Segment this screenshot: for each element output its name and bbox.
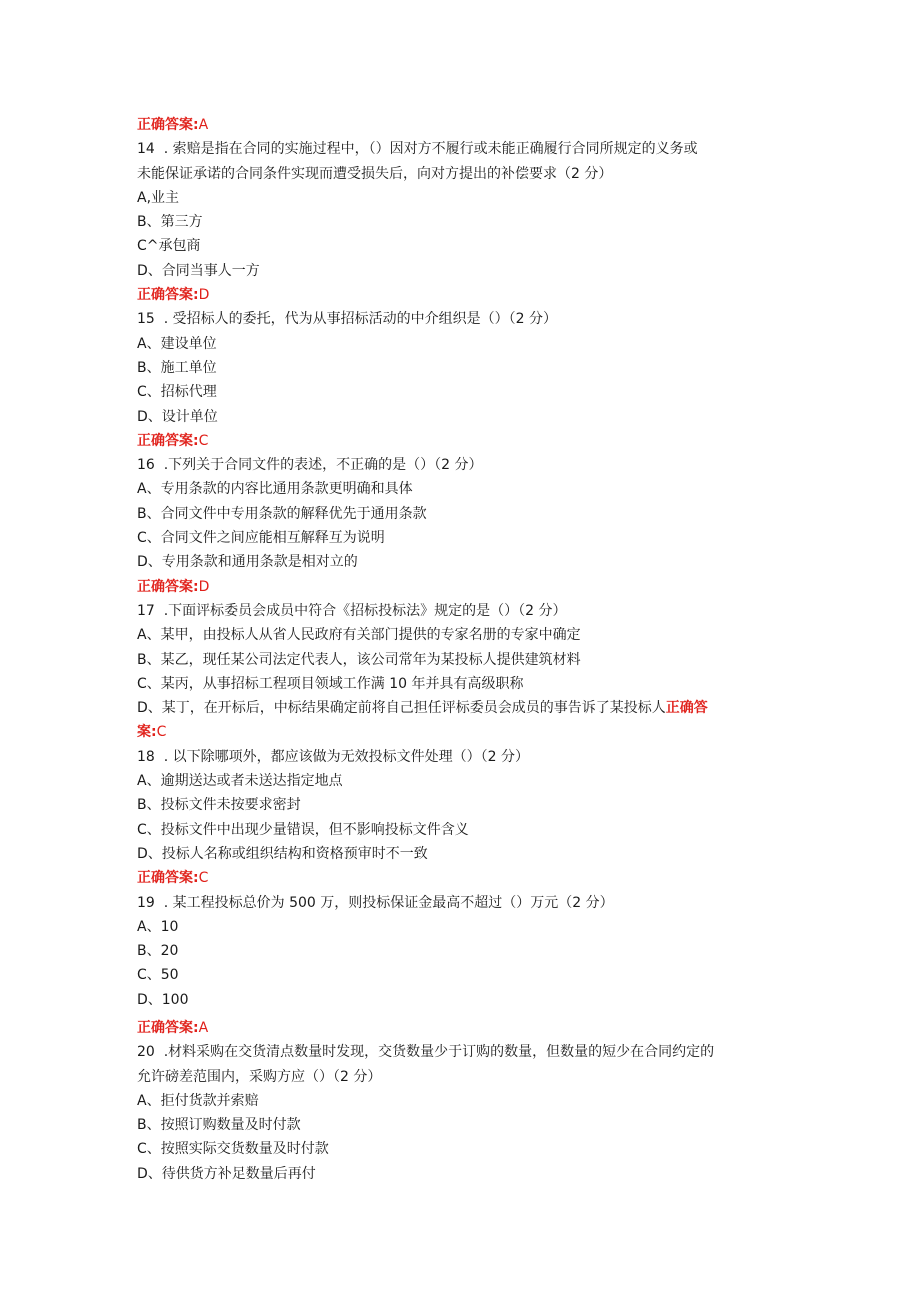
option-a: A、逾期送达或者未送达指定地点 xyxy=(137,773,343,790)
option-d: D、100 xyxy=(137,991,189,1008)
answer-label: 正确答案: xyxy=(137,287,199,304)
answer-label: 正确答案: xyxy=(137,870,199,887)
option-c: C、招标代理 xyxy=(137,384,217,401)
question-14-stem xyxy=(137,137,787,161)
answer-value: A xyxy=(198,1019,209,1036)
answer-line xyxy=(137,866,787,890)
question-number: 19 xyxy=(137,894,155,911)
question-16-stem xyxy=(137,453,787,477)
answer-value: D xyxy=(198,287,210,304)
question-17-stem xyxy=(137,599,787,623)
question-number: 15 xyxy=(137,311,155,328)
document-page xyxy=(137,113,787,1186)
question-text: . 以下除哪项外，都应该做为无效投标文件处理（）（2 分） xyxy=(163,748,529,765)
question-text: . 某工程投标总价为 500 万，则投标保证金最高不超过（）万元（2 分） xyxy=(163,894,614,911)
option-b: B、某乙，现任某公司法定代表人，该公司常年为某投标人提供建筑材料 xyxy=(137,651,581,668)
question-number: 16 xyxy=(137,457,155,474)
option-a: A、某甲，由投标人从省人民政府有关部门提供的专家名册的专家中确定 xyxy=(137,627,581,644)
question-18-stem xyxy=(137,745,787,769)
answer-line xyxy=(137,720,787,744)
option-c: C、投标文件中出现少量错误，但不影响投标文件含义 xyxy=(137,821,469,838)
option-b: B、20 xyxy=(137,943,179,960)
question-20-stem-cont: 允许磅差范围内，采购方应（）（2 分） xyxy=(137,1068,382,1085)
option-d: D、合同当事人一方 xyxy=(137,262,260,279)
answer-line xyxy=(137,113,787,137)
option-b: B、合同文件中专用条款的解释优先于通用条款 xyxy=(137,505,427,522)
answer-line xyxy=(137,1016,787,1040)
question-text: . 索赔是指在合同的实施过程中，（）因对方不履行或未能正确履行合同所规定的义务或 xyxy=(163,141,698,158)
option-d xyxy=(137,696,787,720)
option-b: B、第三方 xyxy=(137,214,203,231)
option-a: A、建设单位 xyxy=(137,335,217,352)
answer-label: 正确答案: xyxy=(137,432,199,449)
question-number: 20 xyxy=(137,1044,155,1061)
answer-value: C xyxy=(198,432,209,449)
question-20-stem xyxy=(137,1040,787,1064)
option-c: C、按照实际交货数量及时付款 xyxy=(137,1141,329,1158)
option-c: C、某丙，从事招标工程项目领域工作满 10 年并具有高级职称 xyxy=(137,675,524,692)
option-d: D、专用条款和通用条款是相对立的 xyxy=(137,554,358,571)
question-text: .下列关于合同文件的表述，不正确的是（）（2 分） xyxy=(163,457,483,474)
question-number: 14 xyxy=(137,141,155,158)
option-b: B、投标文件未按要求密封 xyxy=(137,797,301,814)
option-b: B、按照订购数量及时付款 xyxy=(137,1117,301,1134)
answer-value: C xyxy=(156,724,167,741)
option-c: C、合同文件之间应能相互解释互为说明 xyxy=(137,530,385,547)
option-a: A,业主 xyxy=(137,189,180,206)
option-a: A、专用条款的内容比通用条款更明确和具体 xyxy=(137,481,413,498)
answer-line xyxy=(137,575,787,599)
option-b: B、施工单位 xyxy=(137,359,217,376)
answer-value: D xyxy=(198,578,210,595)
option-a: A、拒付货款并索赔 xyxy=(137,1092,259,1109)
answer-value: A xyxy=(198,117,209,133)
answer-label: 正确答 xyxy=(665,700,708,717)
answer-line xyxy=(137,283,787,307)
question-15-stem xyxy=(137,307,787,331)
answer-value: C xyxy=(198,870,209,887)
option-c: C^承包商 xyxy=(137,238,201,255)
question-text: . 受招标人的委托，代为从事招标活动的中介组织是（）（2 分） xyxy=(163,311,557,328)
option-d: D、设计单位 xyxy=(137,408,218,425)
question-text: .下面评标委员会成员中符合《招标投标法》规定的是（）（2 分） xyxy=(163,602,567,619)
answer-label: 案: xyxy=(137,724,157,741)
answer-label: 正确答案: xyxy=(137,1019,199,1036)
option-a: A、10 xyxy=(137,918,179,935)
question-number: 18 xyxy=(137,748,155,765)
question-14-stem-cont: 未能保证承诺的合同条件实现而遭受损失后，向对方提出的补偿要求（2 分） xyxy=(137,165,613,182)
option-d: D、待供货方补足数量后再付 xyxy=(137,1165,316,1182)
answer-label: 正确答案: xyxy=(137,117,199,133)
answer-label: 正确答案: xyxy=(137,578,199,595)
question-number: 17 xyxy=(137,602,155,619)
option-c: C、50 xyxy=(137,967,179,984)
question-text: .材料采购在交货清点数量时发现，交货数量少于订购的数量，但数量的短少在合同约定的 xyxy=(163,1044,715,1061)
question-19-stem xyxy=(137,891,787,915)
option-d: D、投标人名称或组织结构和资格预审时不一致 xyxy=(137,845,428,862)
answer-line xyxy=(137,429,787,453)
option-d-text: D、某丁，在开标后，中标结果确定前将自己担任评标委员会成员的事告诉了某投标人 xyxy=(137,700,666,717)
